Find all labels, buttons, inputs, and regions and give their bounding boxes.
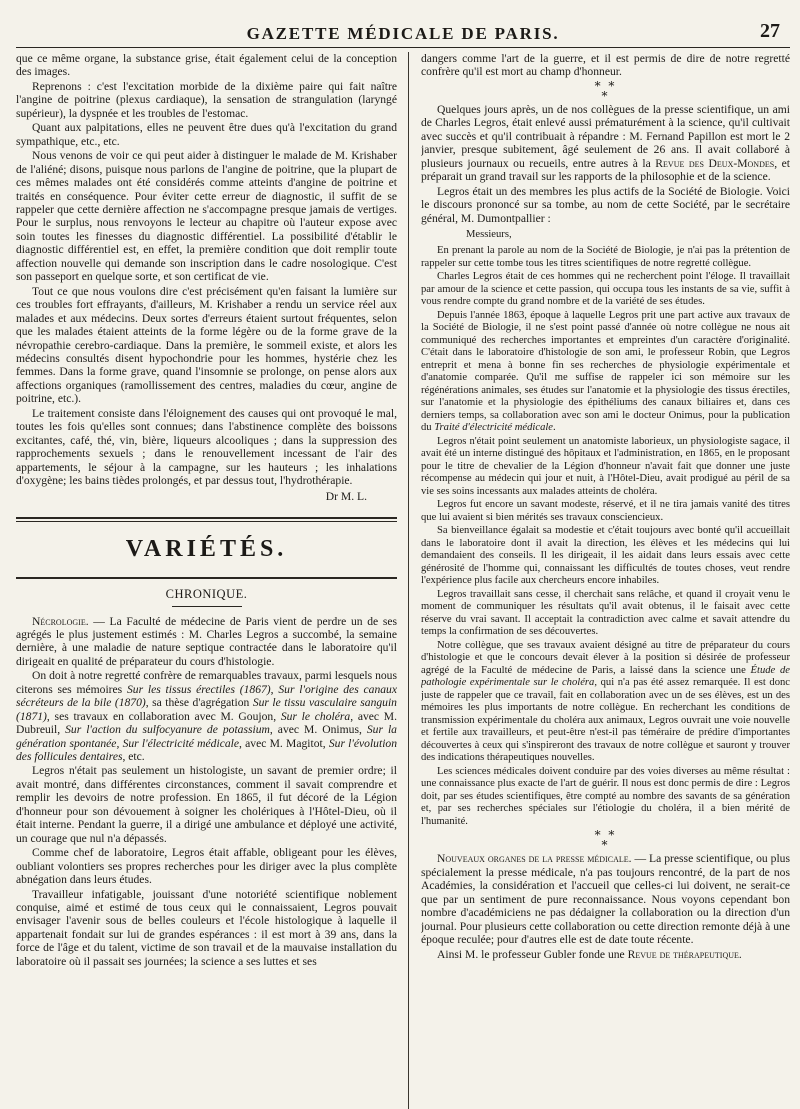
necrology-label: Nécrologie. [32,614,89,628]
journal-title: GAZETTE MÉDICALE DE PARIS. [246,24,560,43]
work-title: Sur le choléra [280,709,351,723]
speech-paragraph: Legros n'était point seulement un anatomiste laborieux, un physiologiste sagace, il avait été un interne distingué des hôpitaux et l'administration, en 1865, en le proposant pour le titre de chevalier de la Légion d'honneur n'avait fait que donner une juste récompense au médecin qui jour et nuit, à l'Hôtel-Dieu, avait prodigué au péril de sa vie ses soins incessants aux malades atteints de choléra. [421,435,790,497]
section-title: VARIÉTÉS. [125,535,288,562]
speech-paragraph: En prenant la parole au nom de la Société de Biologie, je n'ai pas la prétention de rappeler sur cette tombe tous les titres scientifiques de notre regretté collègue. [421,245,790,269]
papillon-paragraph: Quelques jours après, un de nos collègues de la presse scientifique, un ami de Charles Legros, était enlevé aussi prématurément à la science, qu'il cultivait avec succès et qu'il contribuait à répandre : M. Fernand Papillon est mort le 2 janvier, presque subitement, âgé seulement de 26 ans. Il avait collaboré à plusieurs journaux ou recueils, entre autres à la Revue des Deux-Mondes, et préparait un grand travail sur les rapports de la philosophie et de la science. [421,102,790,184]
speech-paragraph: Legros fut encore un savant modeste, réservé, et il ne tira jamais vanité des titres que lui avaient si bien mérités ses travaux consciencieux. [421,499,790,523]
organes-paragraph: Nouveaux organes de la presse médicale. — La presse scientifique, ou plus spécialement la presse médicale, n'a pas toujours rencontré, de la part de nos Académies, la considération et l'accueil que celles-ci lui doivent, ne serait-ce que par un sentiment de pure reconnaissance. Nous voyons cependant bon nombre d'académiciens ne pas dédaigner la collaboration ou la direction d'un journal. Pour plusieurs cette collaboration ou cette direction remonte déjà à une époque reculée; pour d'autres elle est de date toute récente. [421,852,790,947]
paragraph: Quant aux palpitations, elles ne peuvent être dues qu'à l'excitation du grand sympathique, etc., etc. [16,121,397,148]
asterism: * * * [594,828,617,853]
journal-name: Revue des Deux-Mondes [655,156,775,170]
subtitle-rule [172,606,242,607]
work-title: Sur l'action du sulfocyanure de potassium [65,723,270,737]
journal-name: Revue de thérapeutique [627,947,739,961]
paragraph: Comme chef de laboratoire, Legros était affable, obligeant pour les élèves, oubliant volontiers ses propres recherches pour les diriger avec la plus complète abnégation dans leurs études. [16,846,397,887]
page-number: 27 [760,20,780,42]
paragraph: Nous venons de voir ce qui peut aider à distinguer le malade de M. Krishaber de l'aliéné; disons, puisque nous parlons de l'angine de poitrine, que la plupart de ces mêmes malades ont été considérés comme atteints d'angine de poitrine et traités en conséquence. Pour éviter cette erreur de diagnostic, il suffit de se rappeler que cette dernière affection ne s'accompagne presque jamais de vertiges. Pour le surplus, nous renvoyons le lecteur au chapitre où l'auteur expose avec soin toutes les finesses du diagnostic différentiel. La possibilité d'établir le diagnostic différentiel est, en effet, la première condition que doit remplir toute affection nouvelle qui demande son inscription dans le cadre nosologique. C'est son passeport en quelque sorte, et son certificat de vie. [16,149,397,284]
left-column [16,52,397,1109]
speech-paragraph: Depuis l'année 1863, époque à laquelle Legros prit une part active aux travaux de la Société de Biologie, il ne s'est point passé d'année où notre collègue ne nous ait communiqué des recherches importantes et empreintes d'un caractère d'originalité. C'était dans le laboratoire d'histologie de son ami, le professeur Robin, que Legros entreprit et mena à bonne fin ses recherches de physiologie expérimentale et d'anatomie comparée. Qu'il me suffise de rappeler ici son mémoire sur les régénérations animales, ses études sur l'anatomie et la physiologie des tissus érectiles, sur l'anatomie et la physiologie des épithéliums des canaux biliaires et, dans ces derniers temps, sa collaboration avec son ami le docteur Onimus, pour la publication du Traité d'électricité médicale. [421,309,790,434]
paragraph: Tout ce que nous voulons dire c'est précisément qu'en faisant la lumière sur ces troubles fort effrayants, d'ailleurs, M. Krishaber a rendu un service réel aux malades et aux médecins. Deux sortes d'erreurs étaient surtout fréquentes, selon que les malades étaient atteints de la forme légère ou de la forme grave de la névropathie cerebro-cardiaque. Dans la première, le sommeil existe, et alors les médecins consultés disent hypochondrie pour les hommes, hystérie chez les femmes. Dans la forme grave, quand l'insomnie se prolonge, on pense alors aux affections organiques (ramollissement des centres, maladies du cœur, angine de poitrine, etc.). [16,284,397,406]
paragraph: Legros était un des membres les plus actifs de la Société de Biologie. Voici le discours prononcé sur sa tombe, au nom de cette Société, par le secrétaire général, M. Dumontpallier : [421,184,790,225]
column-divider [408,52,409,1109]
paragraph: Travailleur infatigable, jouissant d'une notoriété scientifique noblement conquise, aimé et estimé de tous ceux qui le connaissaient, Legros pouvait envisager l'avenir sous de belles couleurs et l'école histologique à laquelle il appartenait fondait sur lui de grandes espérances : il est mort à 39 ans, dans la force de l'âge et du talent, victime de son travail et de la mauvaise installation du laboratoire où il passait ses journées; la science a ses luttes et ses [16,887,397,968]
section-separator [16,517,397,522]
work-title: Traité d'électricité médicale [434,422,554,434]
columns [16,52,790,1109]
work-title: Sur l'évolution des follicules dentaires [16,736,397,764]
speech-paragraph: Les sciences médicales doivent conduire par des voies diverses au même résultat : une connaissance plus exacte de l'art de guérir. Il nous est donc permis de dire : Legros doit, par ses études scientifiques, être compté au nombre des savants de sa génération et, par ses recherches spéciales sur l'étiologie du choléra, il a bien mérité de l'humanité. [421,765,790,827]
gubler-paragraph: Ainsi M. le professeur Gubler fonde une Revue de thérapeutique. [437,947,742,961]
speech [421,229,790,829]
works-paragraph: On doit à notre regretté confrère de remarquables travaux, parmi lesquels nous citerons ses mémoires Sur les tissus érectiles (1867), Sur l'origine des canaux sécréteurs de la bile (1870), sa thèse d'agrégation Sur le tissu vasculaire sanguin (1871), ses travaux en collaboration avec M. Goujon, Sur le choléra, avec M. Dubreuil, Sur l'action du sulfocyanure de potassium, avec M. Onimus, Sur la génération spontanée, Sur l'électricité médicale, avec M. Magitot, Sur l'évolution des follicules dentaires, etc. [16,669,397,764]
article-signature: Dr M. L. [325,489,367,503]
work-title: Sur la génération spontanée, Sur l'électricité médicale [16,723,397,750]
paragraph: Le traitement consiste dans l'éloignement des causes qui ont provoqué le mal, toutes les fois qu'elles sont connues; dans l'abstinence complète des boissons excitantes, café, thé, vin, bière, liqueurs alcooliques ; dans la suppression des rapprochements sexuels ; dans le renouvellement incessant de l'air des appartements, le séjour à la campagne, sur les hauteurs ; les inhalations d'oxygène; les bains tièdes prolongés, et par dessus tout, l'hydrothérapie. [16,406,397,488]
paragraph: que ce même organe, la substance grise, était également celui de la conception des images. [16,52,397,79]
paragraph: dangers comme l'art de la guerre, et il est permis de dire de notre regretté confrère qu'il est mort au champ d'honneur. [421,52,790,79]
speech-paragraph: Charles Legros était de ces hommes qui ne recherchent point l'éloge. Il travaillait par amour de la science et cette passion, qui occupa tous les instants de sa vie, suffit à vous rendre compte du grand nombre et de la variété de ses études. [421,271,790,308]
work-title: Sur l'origine des canaux sécréteurs de la bile (1870) [16,682,397,710]
work-title: Sur les tissus érectiles (1867) [126,682,271,696]
section-header [16,536,397,579]
speech-paragraph: Sa bienveillance égalait sa modestie et c'était toujours avec bonté qu'il accueillait dans le laboratoire dont il avait la direction, les élèves et les médecins qui lui demandaient des conseils. Il les dirigeait, il les aidait dans leurs essais avec cette générosité de l'homme qui, connaissant les difficultés de toutes choses, veut rendre l'expérience plus facile aux chercheurs encore inhabiles. [421,525,790,587]
necrology-paragraph: Nécrologie. — La Faculté de médecine de Paris vient de perdre un de ses agrégés le plus justement estimés : M. Charles Legros a succombé, la semaine dernière, à une maladie de nature septique contractée dans le laboratoire qu'il dirigeait en qualité de préparateur du cours d'histologie. [16,614,397,668]
section-subtitle: CHRONIQUE. [165,586,248,601]
page-header [16,14,790,48]
organes-label: Nouveaux organes de la presse médicale. [437,852,632,866]
work-title: Sur le tissu vasculaire sanguin (1871) [16,696,397,723]
speech-address: Messieurs, [466,228,512,240]
right-column [421,52,790,1109]
paragraph: Reprenons : c'est l'excitation morbide de la dixième paire qui fait naître l'angine de poitrine (plexus cardiaque), la sensation de strangulation (laryngé supérieur), la dyspnée et les troubles de l'estomac. [16,79,397,120]
speech-paragraph: Legros travaillait sans cesse, il cherchait sans relâche, et quand il croyait venu le moment de communiquer les résultats qu'il avait obtenus, il le faisait avec cette réserve du vrai savant. Il acceptait la contradiction avec calme et savait attendre du temps la confirmation de ses découvertes. [421,588,790,638]
asterism: * * * [594,78,617,103]
paragraph: Legros n'était pas seulement un histologiste, un savant de premier ordre; il avait montré, dans différentes circonstances, comment il savait comprendre et remplir les devoirs de notre profession. En 1865, il fut décoré de la Légion d'honneur pour son dévouement à soigner les cholériques à l'Hôtel-Dieu, où il était interne. Pendant la guerre, il a dirigé une ambulance et déployé une activité, un courage que nul n'a dépassés. [16,764,397,845]
work-title: Étude de pathologie expérimentale sur le choléra [421,664,790,689]
speech-paragraph: Notre collègue, que ses travaux avaient désigné au titre de préparateur du cours d'histologie et que le concours devait élever à la position si désirée de professeur agrégé de la Faculté de médecine de Paris, a laissé dans la science une Étude de pathologie expérimentale sur le choléra, qui n'a pas été assez remarquée. Il est donc juste de rappeler que ce travail, fait en collaboration avec un de ses élèves, est un des mémoires les plus importants de notre collègue. En recherchant les conditions de transmission expérimentale du choléra aux animaux, Legros ouvrait une voie nouvelle et fertile aux travailleurs, et peut-être n'est-il pas téméraire de prédire d'importantes découvertes à ceux qui s'inspireront des travaux de notre collègue et sauront y trouver des indications thérapeutiques nouvelles. [421,639,790,764]
